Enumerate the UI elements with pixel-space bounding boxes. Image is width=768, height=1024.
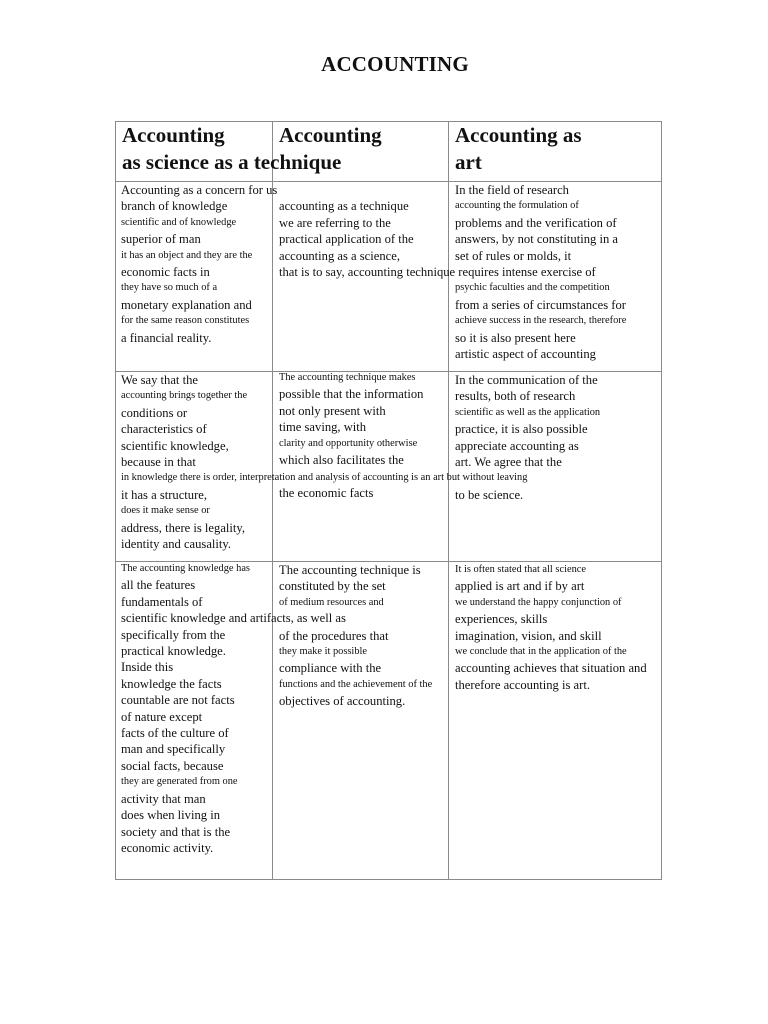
cell-text-line: compliance with the (279, 661, 382, 676)
cell-text-line (455, 264, 626, 280)
cell-text-line (455, 470, 600, 486)
cell-text-line: scientific as well as the application (455, 406, 601, 418)
header-line: art (455, 150, 482, 174)
cell-text-line: we are referring to the (279, 215, 391, 230)
header-line: Accounting (279, 123, 382, 147)
cell-text-line: accounting achieves that situation and (455, 661, 647, 676)
cell-text-line: artistic aspect of accounting (455, 347, 596, 362)
cell-text-line: The accounting technique makes (279, 372, 416, 383)
cell-text-line: accounting brings together the (121, 390, 248, 402)
cell-text-line: art. We agree that the (455, 455, 562, 470)
cell-text-line: economic activity. (121, 840, 214, 855)
document-title: ACCOUNTING (321, 52, 469, 76)
cell-text-line: We say that the (121, 373, 198, 387)
row3-col3-cell (455, 562, 647, 693)
cell-text-line: does it make sense or (121, 505, 210, 517)
cell-text-line: Accounting as a concern for us (121, 183, 278, 197)
cell-text-line: which also facilitates the (279, 453, 404, 468)
cell-text-line: knowledge the facts (121, 676, 222, 691)
cell-text-line: applied is art and if by art (455, 579, 585, 594)
cell-text-line: In the field of research (455, 183, 569, 197)
cell-text-line: scientific knowledge and artifacts, as well as (121, 611, 346, 626)
cell-text-line: It is often stated that all science (455, 564, 586, 575)
cell-text-line: accounting as a science, (279, 248, 400, 263)
cell-text-line: appreciate accounting as (455, 438, 579, 453)
cell-text-line: accounting as a technique (279, 199, 409, 214)
cell-text-line: it has a structure, (121, 487, 208, 502)
cell-text-line: The accounting technique is (279, 563, 421, 577)
cell-text-line: for the same reason constitutes (121, 315, 250, 327)
cell-text-line: imagination, vision, and skill (455, 628, 602, 643)
cell-text-line: of the procedures that (279, 628, 389, 643)
cell-text-line: scientific knowledge, (121, 438, 229, 453)
cell-text-line: does when living in (121, 808, 220, 823)
cell-text-line: In the communication of the (455, 373, 598, 387)
cell-text-line: social facts, because (121, 758, 224, 773)
cell-text-line: identity and causality. (121, 537, 232, 552)
comparison-table (115, 121, 662, 880)
cell-text-line: man and specifically (121, 742, 226, 757)
row1-col3-cell (455, 182, 626, 362)
cell-text-line: practical application of the (279, 232, 414, 247)
cell-text-line: accounting the formulation of (455, 200, 579, 212)
header-line: Accounting (122, 123, 225, 147)
row2-col3-cell (455, 372, 600, 503)
cell-text-line: fundamentals of (121, 594, 203, 609)
cell-text-line: activity that man (121, 791, 206, 806)
cell-text-line: we conclude that in the application of the (455, 646, 627, 658)
cell-text-line: facts of the culture of (121, 726, 229, 741)
cell-text-line: results, both of research (455, 389, 576, 404)
cell-text-line: they have so much of a (121, 282, 218, 294)
cell-text-line: objectives of accounting. (279, 694, 406, 709)
cell-text-line: not only present with (279, 403, 386, 418)
cell-text-line: practical knowledge. (121, 644, 226, 659)
cell-text-line: clarity and opportunity otherwise (279, 437, 418, 449)
cell-text-line: constituted by the set (279, 579, 386, 594)
header-col3 (455, 122, 582, 176)
header-line: Accounting as (455, 123, 582, 147)
cell-text-line: psychic faculties and the competition (455, 282, 610, 294)
cell-text-line: that is to say, accounting technique requires intense exercise of (279, 265, 596, 280)
cell-text-line: it has an object and they are the (121, 249, 253, 261)
cell-text-line: all the features (121, 578, 196, 593)
row3-col2-cell (279, 562, 432, 710)
cell-text-line: superior of man (121, 232, 201, 247)
cell-text-line: countable are not facts (121, 693, 235, 708)
row1-col1-cell (121, 182, 277, 346)
cell-text-line: The accounting knowledge has (121, 563, 250, 574)
cell-text-line: time saving, with (279, 420, 367, 435)
cell-text-line: therefore accounting is art. (455, 677, 590, 692)
cell-text-line: we understand the happy conjunction of (455, 596, 622, 608)
cell-text-line: scientific and of knowledge (121, 216, 237, 228)
cell-text-line: Inside this (121, 660, 174, 675)
cell-text-line: specifically from the (121, 627, 226, 642)
cell-text-line: the economic facts (279, 485, 374, 500)
cell-text-line: characteristics of (121, 422, 207, 437)
cell-text-line: economic facts in (121, 265, 210, 280)
cell-text-line: they make it possible (279, 646, 368, 658)
cell-text-line: from a series of circumstances for (455, 297, 626, 312)
cell-text-line: in knowledge there is order, interpretation and analysis of accounting is an art but without leaving (121, 472, 528, 484)
cell-text-line: address, there is legality, (121, 520, 246, 535)
cell-text-line: conditions or (121, 405, 188, 420)
cell-text-line: they are generated from one (121, 776, 238, 788)
cell-text-line: monetary explanation and (121, 297, 252, 312)
cell-text-line: because in that (121, 455, 196, 470)
cell-text-line: branch of knowledge (121, 199, 228, 214)
cell-text-line: practice, it is also possible (455, 422, 588, 437)
cell-text-line: problems and the verification of (455, 215, 617, 230)
cell-text-line: so it is also present here (455, 330, 576, 345)
cell-text-line: answers, by not constituting in a (455, 232, 618, 247)
row2-col2-cell (279, 370, 423, 501)
cell-text-line: society and that is the (121, 824, 231, 839)
header-col2 (279, 122, 382, 149)
cell-text-line: experiences, skills (455, 612, 548, 627)
cell-text-line (279, 611, 432, 627)
header-line: as science as a technique (122, 150, 342, 174)
cell-text-line: functions and the achievement of the (279, 678, 433, 690)
cell-text-line: set of rules or molds, it (455, 248, 572, 263)
cell-text-line: achieve success in the research, therefore (455, 315, 627, 327)
cell-text-line: of nature except (121, 709, 203, 724)
cell-text-line: to be science. (455, 487, 524, 502)
cell-text-line (279, 468, 423, 484)
cell-text-line: a financial reality. (121, 330, 212, 345)
cell-text-line: of medium resources and (279, 596, 384, 608)
cell-text-line: possible that the information (279, 387, 424, 402)
